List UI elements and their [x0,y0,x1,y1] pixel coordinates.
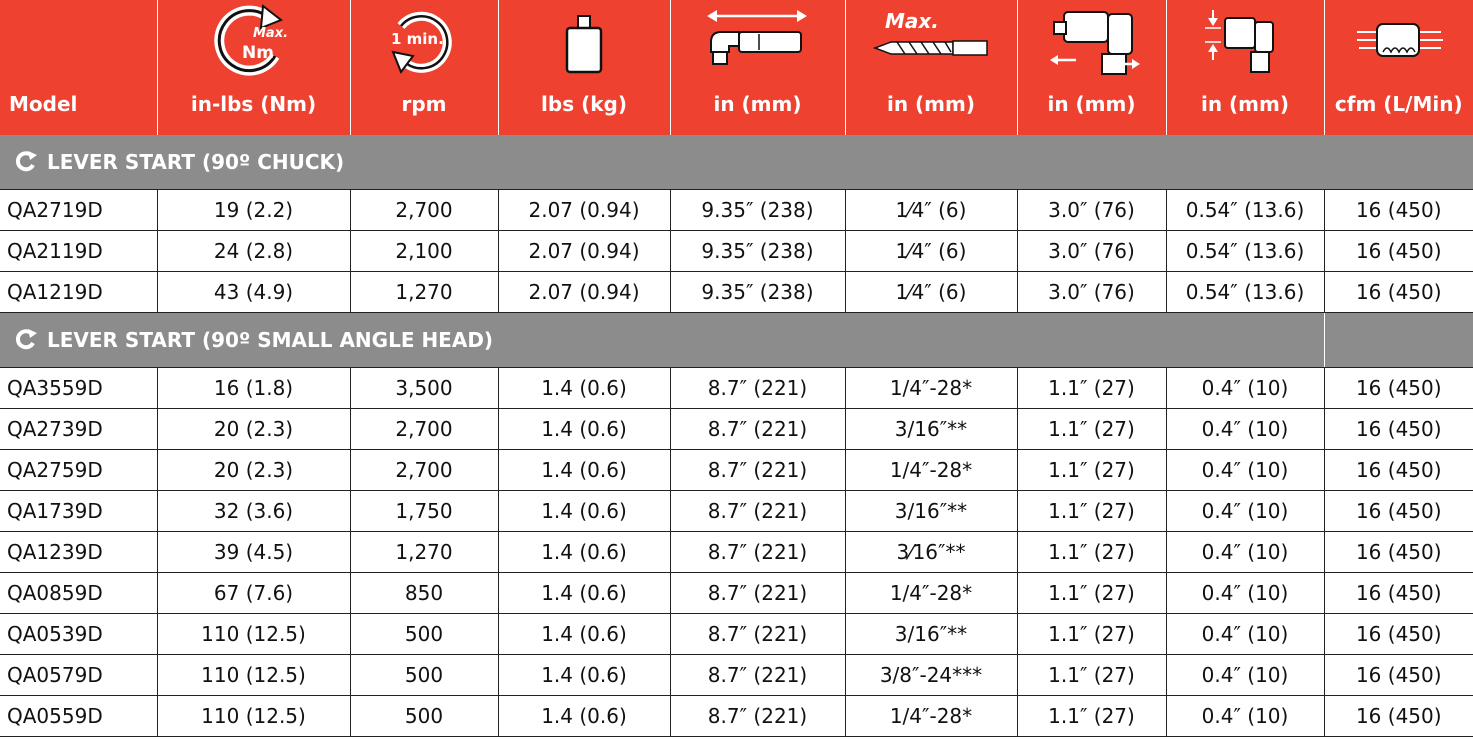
header-speed [350,0,498,135]
cell-length: 8.7″ (221) [670,409,845,450]
table-row [0,491,1473,532]
cell-speed: 850 [350,573,498,614]
cell-head-height: 0.54″ (13.6) [1166,272,1324,313]
cell-chuck-capacity: 1/4″-28* [845,696,1017,737]
header-side-center [1017,0,1166,135]
table-row [0,696,1473,737]
cell-head-height: 0.4″ (10) [1166,696,1324,737]
header-weight [498,0,670,135]
cell-speed: 1,270 [350,532,498,573]
cell-side-to-center: 1.1″ (27) [1017,368,1166,409]
cell-chuck-capacity: 1/4″-28* [845,450,1017,491]
cell-weight: 1.4 (0.6) [498,573,670,614]
cell-model: QA0559D [0,696,157,737]
cell-head-height: 0.54″ (13.6) [1166,190,1324,231]
air-flow-icon [1349,4,1449,80]
cell-speed: 3,500 [350,368,498,409]
cell-air-consumption: 16 (450) [1324,491,1473,532]
cell-torque: 32 (3.6) [157,491,350,532]
cell-length: 8.7″ (221) [670,573,845,614]
header-head-height [1166,0,1324,135]
header-torque-unit: in-lbs (Nm) [190,92,317,116]
cell-length: 8.7″ (221) [670,696,845,737]
cell-weight: 2.07 (0.94) [498,190,670,231]
clockwise-arrow-icon [14,150,38,172]
table-row [0,190,1473,231]
cell-torque: 20 (2.3) [157,450,350,491]
cell-air-consumption: 16 (450) [1324,573,1473,614]
header-chuck-unit: in (mm) [886,92,976,116]
cell-air-consumption: 16 (450) [1324,450,1473,491]
cell-air-consumption: 16 (450) [1324,409,1473,450]
section-title: LEVER START (90º CHUCK) [0,135,1473,190]
cell-chuck-capacity: 1/4″-28* [845,573,1017,614]
cell-model: QA2119D [0,231,157,272]
cell-weight: 1.4 (0.6) [498,532,670,573]
cell-chuck-capacity: 1⁄4″ (6) [845,231,1017,272]
cell-length: 9.35″ (238) [670,272,845,313]
table-row [0,573,1473,614]
cell-torque: 110 (12.5) [157,614,350,655]
table-header [0,0,1473,135]
cell-model: QA1739D [0,491,157,532]
cell-weight: 1.4 (0.6) [498,368,670,409]
cell-side-to-center: 1.1″ (27) [1017,532,1166,573]
cell-weight: 2.07 (0.94) [498,231,670,272]
table-row [0,409,1473,450]
cell-length: 9.35″ (238) [670,190,845,231]
cell-model: QA0859D [0,573,157,614]
cell-length: 8.7″ (221) [670,450,845,491]
section-title-tail [1324,313,1473,368]
cell-torque: 20 (2.3) [157,409,350,450]
cell-speed: 1,270 [350,272,498,313]
cell-model: QA2759D [0,450,157,491]
cell-speed: 2,700 [350,450,498,491]
cell-air-consumption: 16 (450) [1324,231,1473,272]
weight-icon [539,4,629,80]
table-row [0,368,1473,409]
cell-torque: 16 (1.8) [157,368,350,409]
cell-head-height: 0.4″ (10) [1166,532,1324,573]
header-chuck [845,0,1017,135]
table-row [0,272,1473,313]
section-rows [0,368,1473,737]
cell-head-height: 0.54″ (13.6) [1166,231,1324,272]
cell-chuck-capacity: 3/16″** [845,614,1017,655]
section-lever-start-chuck [0,135,1473,190]
cell-speed: 1,750 [350,491,498,532]
cell-model: QA1219D [0,272,157,313]
cell-chuck-capacity: 1⁄4″ (6) [845,190,1017,231]
cell-head-height: 0.4″ (10) [1166,450,1324,491]
svg-text:Max.: Max. [252,26,288,41]
cell-side-to-center: 1.1″ (27) [1017,491,1166,532]
cell-chuck-capacity: 3/16″** [845,491,1017,532]
cell-side-to-center: 1.1″ (27) [1017,450,1166,491]
cell-weight: 1.4 (0.6) [498,614,670,655]
svg-text:1 min.: 1 min. [391,30,444,48]
drill-bit-icon [871,4,991,80]
header-air-flow-unit: cfm (L/Min) [1334,92,1463,116]
cell-side-to-center: 3.0″ (76) [1017,231,1166,272]
clockwise-arrow-icon [14,328,38,350]
cell-head-height: 0.4″ (10) [1166,491,1324,532]
cell-length: 8.7″ (221) [670,655,845,696]
cell-model: QA2719D [0,190,157,231]
table-row [0,450,1473,491]
cell-speed: 500 [350,696,498,737]
header-weight-unit: lbs (kg) [541,92,627,116]
cell-weight: 1.4 (0.6) [498,655,670,696]
cell-torque: 43 (4.9) [157,272,350,313]
cell-chuck-capacity: 1⁄4″ (6) [845,272,1017,313]
header-side-center-unit: in (mm) [1047,92,1136,116]
cell-weight: 2.07 (0.94) [498,272,670,313]
cell-speed: 500 [350,614,498,655]
cell-air-consumption: 16 (450) [1324,272,1473,313]
svg-text:Max.: Max. [885,9,939,33]
cell-head-height: 0.4″ (10) [1166,573,1324,614]
table-row [0,614,1473,655]
cell-weight: 1.4 (0.6) [498,409,670,450]
table-row [0,231,1473,272]
header-length-unit: in (mm) [713,92,802,116]
cell-air-consumption: 16 (450) [1324,614,1473,655]
section-lever-start-small-angle [0,313,1473,368]
cell-torque: 110 (12.5) [157,696,350,737]
header-model [0,0,157,135]
cell-side-to-center: 1.1″ (27) [1017,409,1166,450]
cell-model: QA0539D [0,614,157,655]
cell-side-to-center: 3.0″ (76) [1017,190,1166,231]
header-model-label: Model [9,92,78,116]
cell-speed: 500 [350,655,498,696]
section-title: LEVER START (90º SMALL ANGLE HEAD) [0,313,1324,368]
torque-icon [209,4,299,80]
cell-air-consumption: 16 (450) [1324,190,1473,231]
cell-torque: 24 (2.8) [157,231,350,272]
cell-torque: 110 (12.5) [157,655,350,696]
cell-side-to-center: 1.1″ (27) [1017,696,1166,737]
cell-side-to-center: 1.1″ (27) [1017,655,1166,696]
cell-weight: 1.4 (0.6) [498,491,670,532]
cell-length: 9.35″ (238) [670,231,845,272]
cell-air-consumption: 16 (450) [1324,696,1473,737]
cell-side-to-center: 1.1″ (27) [1017,573,1166,614]
cell-speed: 2,700 [350,409,498,450]
speed-icon [379,4,469,80]
cell-speed: 2,700 [350,190,498,231]
table-row [0,655,1473,696]
header-speed-unit: rpm [401,92,447,116]
header-length [670,0,845,135]
cell-air-consumption: 16 (450) [1324,655,1473,696]
cell-chuck-capacity: 3⁄16″** [845,532,1017,573]
cell-air-consumption: 16 (450) [1324,532,1473,573]
cell-chuck-capacity: 3/16″** [845,409,1017,450]
cell-model: QA2739D [0,409,157,450]
cell-length: 8.7″ (221) [670,532,845,573]
header-torque [157,0,350,135]
length-icon [703,4,813,80]
cell-head-height: 0.4″ (10) [1166,409,1324,450]
header-head-height-unit: in (mm) [1200,92,1290,116]
cell-head-height: 0.4″ (10) [1166,655,1324,696]
cell-chuck-capacity: 1/4″-28* [845,368,1017,409]
side-to-center-icon [1042,4,1142,80]
cell-air-consumption: 16 (450) [1324,368,1473,409]
cell-torque: 19 (2.2) [157,190,350,231]
cell-side-to-center: 1.1″ (27) [1017,614,1166,655]
cell-model: QA0579D [0,655,157,696]
cell-weight: 1.4 (0.6) [498,450,670,491]
cell-length: 8.7″ (221) [670,614,845,655]
cell-head-height: 0.4″ (10) [1166,614,1324,655]
cell-torque: 39 (4.5) [157,532,350,573]
header-air-flow [1324,0,1473,135]
cell-speed: 2,100 [350,231,498,272]
section-rows [0,190,1473,313]
cell-weight: 1.4 (0.6) [498,696,670,737]
head-height-icon [1195,4,1295,80]
cell-side-to-center: 3.0″ (76) [1017,272,1166,313]
cell-length: 8.7″ (221) [670,491,845,532]
cell-torque: 67 (7.6) [157,573,350,614]
cell-model: QA3559D [0,368,157,409]
cell-head-height: 0.4″ (10) [1166,368,1324,409]
cell-model: QA1239D [0,532,157,573]
cell-chuck-capacity: 3/8″-24*** [845,655,1017,696]
cell-length: 8.7″ (221) [670,368,845,409]
svg-text:Nm: Nm [241,43,274,63]
table-row [0,532,1473,573]
